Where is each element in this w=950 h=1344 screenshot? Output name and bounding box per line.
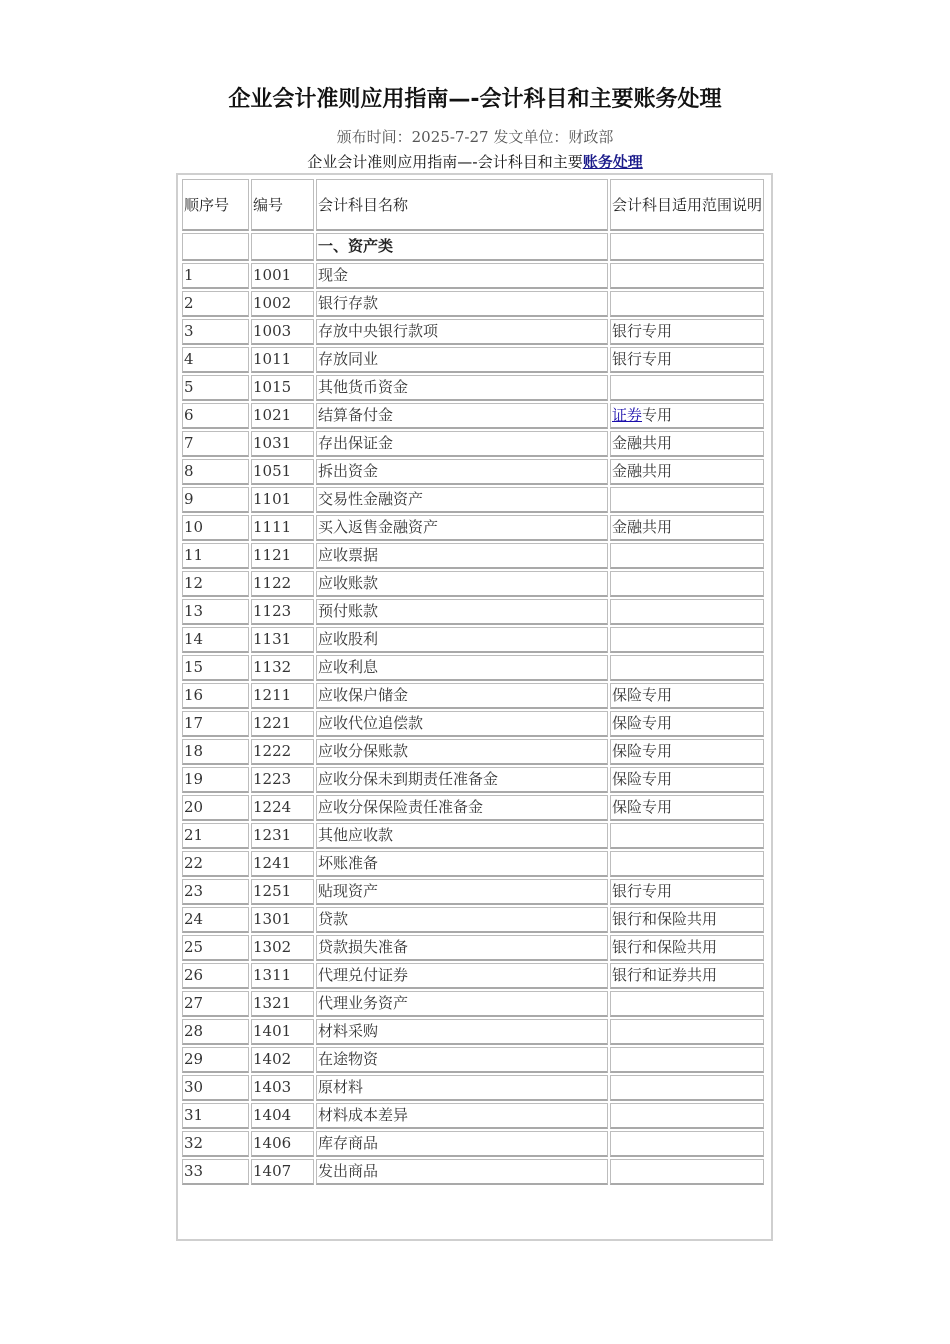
table-row (182, 319, 764, 345)
code-cell: 1302 (251, 935, 314, 961)
scope-cell: 银行专用 (610, 347, 764, 373)
seq-cell: 8 (182, 459, 249, 485)
code-cell: 1101 (251, 487, 314, 513)
scope-cell: 保险专用 (610, 739, 764, 765)
seq-cell: 27 (182, 991, 249, 1017)
seq-cell: 32 (182, 1131, 249, 1157)
category-scope-cell (610, 233, 764, 261)
name-cell: 买入返售金融资产 (316, 515, 608, 541)
seq-cell: 31 (182, 1103, 249, 1129)
name-cell: 现金 (316, 263, 608, 289)
code-cell: 1402 (251, 1047, 314, 1073)
scope-cell (610, 571, 764, 597)
code-cell: 1015 (251, 375, 314, 401)
scope-cell: 保险专用 (610, 683, 764, 709)
code-cell: 1123 (251, 599, 314, 625)
code-cell: 1401 (251, 1019, 314, 1045)
scope-cell (610, 823, 764, 849)
accounts-table-frame (176, 173, 773, 1241)
code-cell: 1311 (251, 963, 314, 989)
table-row (182, 1019, 764, 1045)
seq-cell: 11 (182, 543, 249, 569)
code-cell: 1131 (251, 627, 314, 653)
name-cell: 应收利息 (316, 655, 608, 681)
table-row (182, 263, 764, 289)
code-cell: 1406 (251, 1131, 314, 1157)
table-row (182, 1047, 764, 1073)
scope-cell: 银行专用 (610, 319, 764, 345)
document-subtitle (0, 151, 950, 173)
table-row (182, 459, 764, 485)
seq-cell: 25 (182, 935, 249, 961)
seq-cell: 20 (182, 795, 249, 821)
name-cell: 材料采购 (316, 1019, 608, 1045)
seq-cell: 2 (182, 291, 249, 317)
header-seq: 顺序号 (182, 179, 249, 231)
accounts-table (180, 177, 766, 1187)
code-cell: 1021 (251, 403, 314, 429)
table-row (182, 487, 764, 513)
name-cell: 库存商品 (316, 1131, 608, 1157)
category-name: 一、资产类 (316, 233, 608, 261)
seq-cell: 21 (182, 823, 249, 849)
name-cell: 预付账款 (316, 599, 608, 625)
scope-cell (610, 1075, 764, 1101)
table-row (182, 599, 764, 625)
scope-cell: 银行专用 (610, 879, 764, 905)
scope-cell (610, 851, 764, 877)
seq-cell: 16 (182, 683, 249, 709)
name-cell: 应收分保账款 (316, 739, 608, 765)
code-cell: 1241 (251, 851, 314, 877)
table-row (182, 823, 764, 849)
table-row (182, 767, 764, 793)
code-cell: 1407 (251, 1159, 314, 1185)
scope-cell: 银行和保险共用 (610, 935, 764, 961)
scope-cell (610, 403, 764, 429)
document-title: 企业会计准则应用指南—-会计科目和主要账务处理 (228, 87, 722, 112)
scope-cell (610, 627, 764, 653)
name-cell: 应收股利 (316, 627, 608, 653)
seq-cell: 15 (182, 655, 249, 681)
table-row (182, 431, 764, 457)
table-row (182, 739, 764, 765)
seq-cell: 33 (182, 1159, 249, 1185)
seq-cell: 3 (182, 319, 249, 345)
table-row (182, 879, 764, 905)
seq-cell: 26 (182, 963, 249, 989)
name-cell: 贷款损失准备 (316, 935, 608, 961)
name-cell: 在途物资 (316, 1047, 608, 1073)
publish-meta: 颁布时间：2025-7-27 发文单位：财政部 (336, 128, 614, 146)
code-cell: 1051 (251, 459, 314, 485)
scope-cell: 银行和保险共用 (610, 907, 764, 933)
code-cell: 1223 (251, 767, 314, 793)
table-row (182, 291, 764, 317)
name-cell: 结算备付金 (316, 403, 608, 429)
name-cell: 其他应收款 (316, 823, 608, 849)
name-cell: 其他货币资金 (316, 375, 608, 401)
scope-cell (610, 1159, 764, 1185)
seq-cell: 1 (182, 263, 249, 289)
table-row (182, 907, 764, 933)
table-row (182, 711, 764, 737)
code-cell: 1111 (251, 515, 314, 541)
scope-cell (610, 1131, 764, 1157)
category-row (182, 233, 764, 261)
code-cell: 1221 (251, 711, 314, 737)
scope-cell: 银行和证券共用 (610, 963, 764, 989)
code-cell: 1003 (251, 319, 314, 345)
scope-cell (610, 1103, 764, 1129)
scope-text: 专用 (642, 406, 673, 424)
category-seq-cell (182, 233, 249, 261)
seq-cell: 18 (182, 739, 249, 765)
table-row (182, 991, 764, 1017)
seq-cell: 22 (182, 851, 249, 877)
name-cell: 存出保证金 (316, 431, 608, 457)
name-cell: 拆出资金 (316, 459, 608, 485)
scope-cell (610, 1019, 764, 1045)
table-row (182, 851, 764, 877)
subtitle-text: 企业会计准则应用指南—-会计科目和主要 (307, 153, 583, 171)
name-cell: 贷款 (316, 907, 608, 933)
table-row (182, 1159, 764, 1185)
seq-cell: 10 (182, 515, 249, 541)
table-row (182, 1103, 764, 1129)
scope-cell: 金融共用 (610, 515, 764, 541)
code-cell: 1251 (251, 879, 314, 905)
table-row (182, 543, 764, 569)
name-cell: 原材料 (316, 1075, 608, 1101)
code-cell: 1222 (251, 739, 314, 765)
seq-cell: 7 (182, 431, 249, 457)
scope-cell: 保险专用 (610, 711, 764, 737)
code-cell: 1122 (251, 571, 314, 597)
scope-cell (610, 599, 764, 625)
name-cell: 代理业务资产 (316, 991, 608, 1017)
code-cell: 1001 (251, 263, 314, 289)
code-cell: 1321 (251, 991, 314, 1017)
seq-cell: 17 (182, 711, 249, 737)
scope-cell (610, 487, 764, 513)
scope-cell (610, 375, 764, 401)
name-cell: 材料成本差异 (316, 1103, 608, 1129)
code-cell: 1404 (251, 1103, 314, 1129)
seq-cell: 14 (182, 627, 249, 653)
code-cell: 1301 (251, 907, 314, 933)
code-cell: 1121 (251, 543, 314, 569)
name-cell: 发出商品 (316, 1159, 608, 1185)
seq-cell: 6 (182, 403, 249, 429)
table-row (182, 375, 764, 401)
table-row (182, 627, 764, 653)
name-cell: 存放同业 (316, 347, 608, 373)
scope-cell (610, 291, 764, 317)
code-cell: 1132 (251, 655, 314, 681)
subtitle-link[interactable]: 账务处理 (582, 153, 643, 171)
code-cell: 1231 (251, 823, 314, 849)
name-cell: 交易性金融资产 (316, 487, 608, 513)
seq-cell: 5 (182, 375, 249, 401)
table-row (182, 1131, 764, 1157)
category-code-cell (251, 233, 314, 261)
name-cell: 应收账款 (316, 571, 608, 597)
scope-cell (610, 263, 764, 289)
name-cell: 贴现资产 (316, 879, 608, 905)
scope-cell (610, 655, 764, 681)
scope-cell: 金融共用 (610, 459, 764, 485)
scope-cell: 保险专用 (610, 767, 764, 793)
scope-cell (610, 1047, 764, 1073)
name-cell: 应收分保未到期责任准备金 (316, 767, 608, 793)
seq-cell: 28 (182, 1019, 249, 1045)
name-cell: 代理兑付证券 (316, 963, 608, 989)
name-cell: 存放中央银行款项 (316, 319, 608, 345)
table-row (182, 515, 764, 541)
table-header-row (182, 179, 764, 231)
header-name: 会计科目名称 (316, 179, 608, 231)
header-code: 编号 (251, 179, 314, 231)
name-cell: 银行存款 (316, 291, 608, 317)
name-cell: 坏账准备 (316, 851, 608, 877)
table-row (182, 795, 764, 821)
name-cell: 应收保户储金 (316, 683, 608, 709)
scope-cell (610, 991, 764, 1017)
table-row (182, 683, 764, 709)
code-cell: 1031 (251, 431, 314, 457)
name-cell: 应收票据 (316, 543, 608, 569)
name-cell: 应收分保保险责任准备金 (316, 795, 608, 821)
code-cell: 1403 (251, 1075, 314, 1101)
seq-cell: 9 (182, 487, 249, 513)
name-cell: 应收代位追偿款 (316, 711, 608, 737)
code-cell: 1211 (251, 683, 314, 709)
scope-cell: 金融共用 (610, 431, 764, 457)
header-scope: 会计科目适用范围说明 (610, 179, 764, 231)
table-row (182, 403, 764, 429)
table-row (182, 571, 764, 597)
seq-cell: 19 (182, 767, 249, 793)
table-row (182, 655, 764, 681)
seq-cell: 29 (182, 1047, 249, 1073)
scope-cell (610, 543, 764, 569)
seq-cell: 4 (182, 347, 249, 373)
code-cell: 1002 (251, 291, 314, 317)
seq-cell: 13 (182, 599, 249, 625)
scope-link[interactable]: 证券 (612, 406, 643, 424)
code-cell: 1011 (251, 347, 314, 373)
seq-cell: 23 (182, 879, 249, 905)
seq-cell: 12 (182, 571, 249, 597)
seq-cell: 24 (182, 907, 249, 933)
table-row (182, 963, 764, 989)
code-cell: 1224 (251, 795, 314, 821)
seq-cell: 30 (182, 1075, 249, 1101)
table-row (182, 935, 764, 961)
scope-cell: 保险专用 (610, 795, 764, 821)
table-row (182, 1075, 764, 1101)
table-row (182, 347, 764, 373)
